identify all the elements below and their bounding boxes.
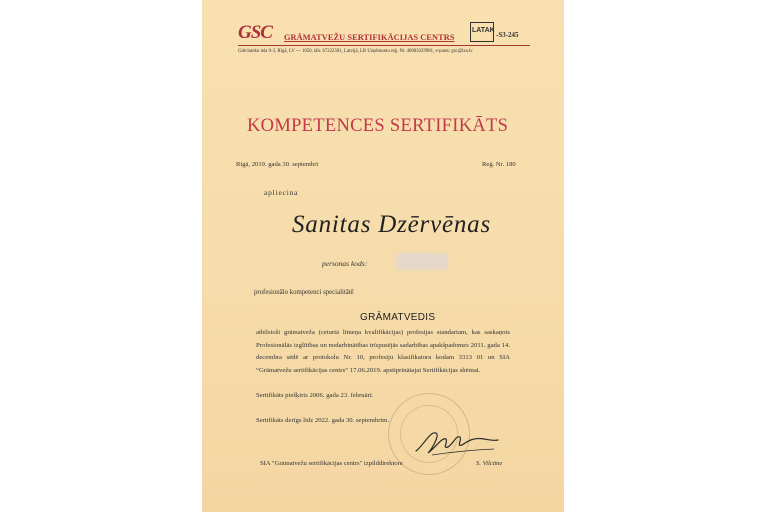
accreditation-code: -S3-245 bbox=[496, 31, 519, 39]
redacted-personal-code bbox=[396, 253, 448, 270]
signer-name: S. Vilcāne bbox=[476, 460, 503, 467]
signature-icon bbox=[412, 423, 502, 459]
registration-number: Reģ. Nr. 180 bbox=[482, 161, 516, 168]
competence-label: profesionālo kompetenci specialitātē bbox=[254, 289, 354, 296]
personal-code-label: personas kods: bbox=[322, 259, 368, 268]
header-rule bbox=[238, 45, 530, 46]
place-date: Rīgā, 2019. gada 30. septembrī bbox=[236, 161, 319, 168]
valid-until: Sertifikāts derīgs līdz 2022. gada 30. septembrim. bbox=[256, 417, 390, 424]
gsc-logo: GSC bbox=[238, 22, 272, 43]
certifies-label: apliecina bbox=[264, 188, 299, 197]
latak-logo-text: LATAK bbox=[472, 27, 495, 34]
organization-name: GRĀMATVEŽU SERTIFIKĀCIJAS CENTRS bbox=[284, 33, 455, 42]
director-title: SIA "Grāmatvežu sertifikācijas centrs" izpilddirektore bbox=[260, 460, 403, 467]
granted-date: Sertifikāts piešķirts 2006. gada 23. februārī. bbox=[256, 392, 374, 399]
certificate-title: KOMPETENCES SERTIFIKĀTS bbox=[247, 116, 509, 136]
organization-address: Grēcinieku iela 9-3, Rīgā, LV — 1050, tālr. 67222581, Latvijā, LR Uzņēmumu reģ. Nr. 40003329981, e-pasts: gsc@lza.lv bbox=[238, 49, 473, 54]
certificate-document bbox=[202, 0, 564, 512]
holder-name: Sanitas Dzērvēnas bbox=[292, 211, 492, 238]
certificate-body-text: atbilstoši grāmatveža (ceturtā līmeņa kvalifikācijas) profesijas standartam, kas saskaņots Profesionālās izglītības un nodarbinātības trīspusējās sadarbības apakšpadomes 2011. gada 14. decembra sēdē ar protokolu Nr. 10, profesiju klasifikatora kodam 3313 01 un SIA “Grāmatvežu sertifikācijas centrs” 17.06.2019. apstiprinātajai Sertifikācijas shēmai. bbox=[256, 329, 510, 375]
specialty: GRĀMATVEDIS bbox=[360, 312, 436, 323]
